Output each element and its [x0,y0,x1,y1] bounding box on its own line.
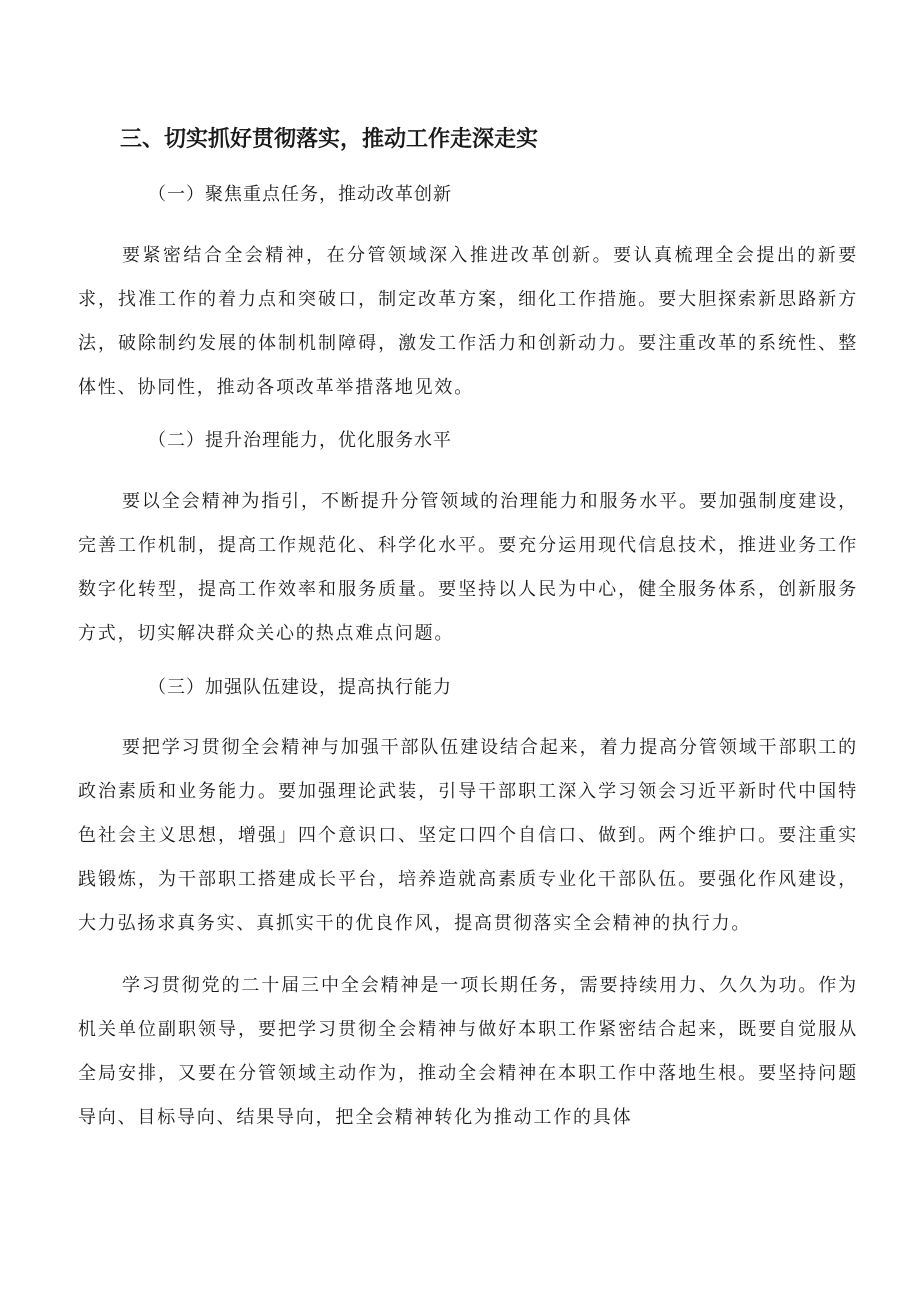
subsection-body-3: 要把学习贯彻全会精神与加强干部队伍建设结合起来，着力提高分管领域干部职工的政治素质和业务能力。要加强理论武装，引导干部职工深入学习领会习近平新时代中国特色社会主义思想，增强」四个意识口、坚定口四个自信口、做到。两个维护口。要注重实践锻炼，为干部职工搭建成长平台，培养造就高素质专业化干部队伍。要强化作风建设，大力弘扬求真务实、真抓实干的优良作风，提高贯彻落实全会精神的执行力。 [78,737,858,934]
closing-paragraph: 学习贯彻党的二十届三中全会精神是一项长期任务，需要持续用力、久久为功。作为机关单位副职领导，要把学习贯彻全会精神与做好本职工作紧密结合起来，既要自觉服从全局安排，又要在分管领域主动作为，推动全会精神在本职工作中落地生根。要坚持问题导向、目标导向、结果导向，把全会精神转化为推动工作的具体 [78,975,858,1128]
subsection-title-3: （三）加强队伍建设，提高执行能力 [148,677,452,698]
subsection-title-1: （一）聚焦重点任务，推动改革创新 [148,184,452,205]
subsection-title-2: （二）提升治理能力，优化服务水平 [148,430,452,451]
section-heading: 三、切实抓好贯彻落实，推动工作走深走实 [120,127,539,152]
subsection-body-2: 要以全会精神为指引，不断提升分管领域的治理能力和服务水平。要加强制度建设，完善工作机制，提高工作规范化、科学化水平。要充分运用现代信息技术，推进业务工作数字化转型，提高工作效率和服务质量。要坚持以人民为中心，健全服务体系，创新服务方式，切实解决群众关心的热点难点问题。 [78,491,858,644]
subsection-body-1: 要紧密结合全会精神，在分管领域深入推进改革创新。要认真梳理全会提出的新要求，找准工作的着力点和突破口，制定改革方案，细化工作措施。要大胆探索新思路新方法，破除制约发展的体制机制障碍，激发工作活力和创新动力。要注重改革的系统性、整体性、协同性，推动各项改革举措落地见效。 [78,245,858,398]
